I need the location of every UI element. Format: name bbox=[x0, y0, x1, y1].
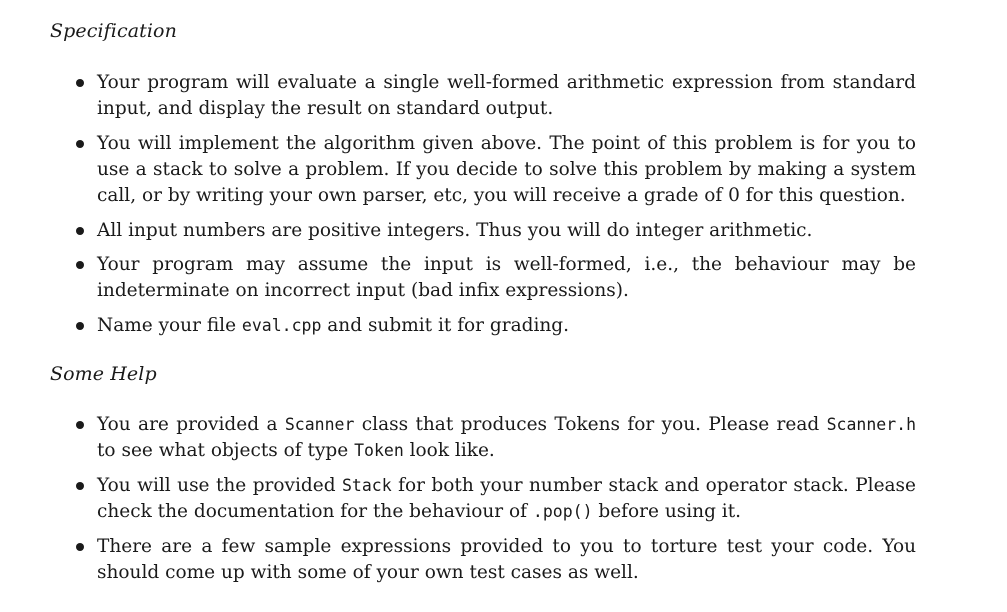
bullet-icon bbox=[76, 227, 84, 235]
token-type-code: Token bbox=[354, 441, 404, 460]
bullet-icon bbox=[76, 79, 84, 87]
filename-code: eval.cpp bbox=[241, 316, 322, 335]
section-heading-some-help: Some Help bbox=[50, 363, 157, 385]
bullet-icon bbox=[76, 140, 84, 148]
list-item: You will implement the algorithm given above. The point of this problem is for you to use a stack to solve a problem. If you decide to solve this problem by making a system call, or by writing your own parser, etc, you will receive a grade of 0 for this question. bbox=[76, 131, 916, 209]
bullet-icon bbox=[76, 261, 84, 269]
list-item: Your program will evaluate a single well-formed arithmetic expression from standard input, and display the result on standard output. bbox=[76, 70, 916, 122]
bullet-icon bbox=[76, 322, 84, 330]
bullet-icon bbox=[76, 543, 84, 551]
list-item: Your program may assume the input is well-formed, i.e., the behaviour may be indeterminate on incorrect input (bad infix expressions). bbox=[76, 252, 916, 304]
list-item: There are a few sample expressions provided to you to torture test your code. You should come up with some of your own test cases as well. bbox=[76, 534, 916, 586]
list-item: You are provided a Scanner class that produces Tokens for you. Please read Scanner.h to see what objects of type Token look like. bbox=[76, 412, 916, 464]
list-item: All input numbers are positive integers. Thus you will do integer arithmetic. bbox=[76, 218, 916, 244]
bullet-icon bbox=[76, 482, 84, 490]
list-item: You will use the provided Stack for both your number stack and operator stack. Please check the documentation for the behaviour of .pop() before using it. bbox=[76, 473, 916, 525]
list-item: Name your file eval.cpp and submit it for grading. bbox=[76, 313, 916, 339]
stack-class-code: Stack bbox=[342, 476, 392, 495]
section-heading-specification: Specification bbox=[50, 20, 177, 42]
bullet-icon bbox=[76, 421, 84, 429]
scanner-class-code: Scanner bbox=[284, 415, 355, 434]
scanner-header-code: Scanner.h bbox=[826, 415, 916, 434]
pop-method-code: .pop() bbox=[532, 502, 593, 521]
